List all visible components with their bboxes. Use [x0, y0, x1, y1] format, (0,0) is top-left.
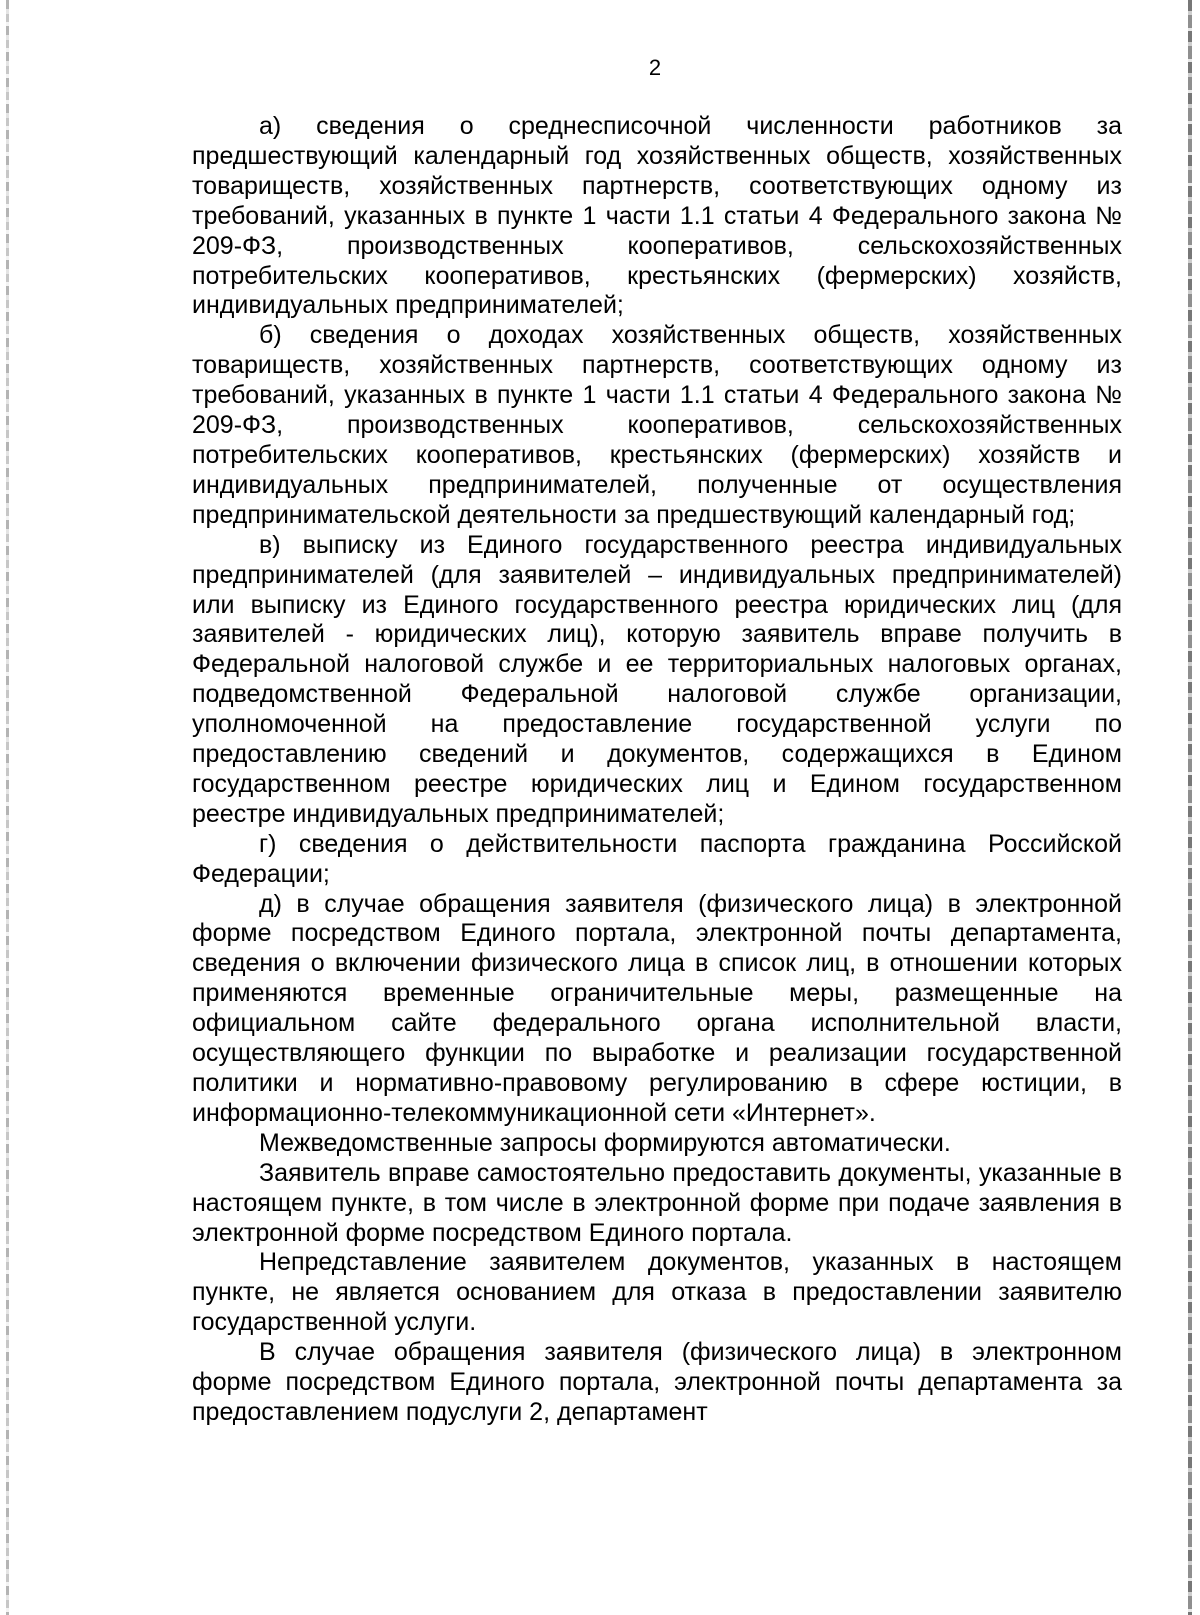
paragraph-b: б) сведения о доходах хозяйственных обществ, хозяйственных товариществ, хозяйственных партнерств, соответствующих одному из требований, указанных в пункте 1 части 1.1 статьи 4 Федерального закона № 209-ФЗ, производственных кооперативов, сельскохозяйственных потребительских кооперативов, крестьянских (фермерских) хозяйств и индивидуальных предпринимателей, полученные от осуществления предпринимательской деятельности за предшествующий календарный год; — [192, 321, 1122, 529]
paragraph-electronic-request: В случае обращения заявителя (физического лица) в электронном форме посредством Единого портала, электронной почты департамента за предоставлением подуслуги 2, департамент — [192, 1338, 1122, 1426]
document-body — [192, 112, 1122, 1428]
scan-edge-right — [1188, 0, 1192, 1615]
paragraph-non-submission: Непредставление заявителем документов, указанных в настоящем пункте, не является основанием для отказа в предоставлении заявителю государственной услуги. — [192, 1248, 1122, 1337]
paragraph-v: в) выписку из Единого государственного реестра индивидуальных предпринимателей (для заявителей – индивидуальных предпринимателей) или выписку из Единого государственного реестра юридических лиц (для заявителей - юридических лиц), которую заявитель вправе получить в Федеральной налоговой службе и ее территориальных налоговых органах, подведомственной Федеральной налоговой службе организации, уполномоченной на предоставление государственной услуги по предоставлению сведений и документов, содержащихся в Едином государственном реестре юридических лиц и Едином государственном реестре индивидуальных предпринимателей; — [192, 530, 1122, 828]
page-number: 2 — [648, 55, 662, 80]
paragraph-g: г) сведения о действительности паспорта гражданина Российской Федерации; — [192, 829, 1122, 888]
scan-edge-left — [6, 0, 9, 1615]
paragraph-applicant-right: Заявитель вправе самостоятельно предоставить документы, указанные в настоящем пункте, в том числе в электронной форме при подаче заявления в электронной форме посредством Единого портала. — [192, 1158, 1122, 1247]
paragraph-d: д) в случае обращения заявителя (физического лица) в электронной форме посредством Единого портала, электронной почты департамента, сведения о включении физического лица в список лиц, в отношении которых применяются временные ограничительные меры, размещенные на официальном сайте федерального органа исполнительной власти, осуществляющего функции по выработке и реализации государственной политики и нормативно-правовому регулированию в сфере юстиции, в информационно-телекоммуникационной сети «Интернет». — [192, 889, 1122, 1127]
paragraph-a: а) сведения о среднесписочной численности работников за предшествующий календарный год хозяйственных обществ, хозяйственных товариществ, хозяйственных партнерств, соответствующих одному из требований, указанных в пункте 1 части 1.1 статьи 4 Федерального закона № 209-ФЗ, производственных кооперативов, сельскохозяйственных потребительских кооперативов, крестьянских (фермерских) хозяйств, индивидуальных предпринимателей; — [192, 112, 1122, 320]
paragraph-interagency-requests: Межведомственные запросы формируются автоматически. — [259, 1128, 951, 1157]
